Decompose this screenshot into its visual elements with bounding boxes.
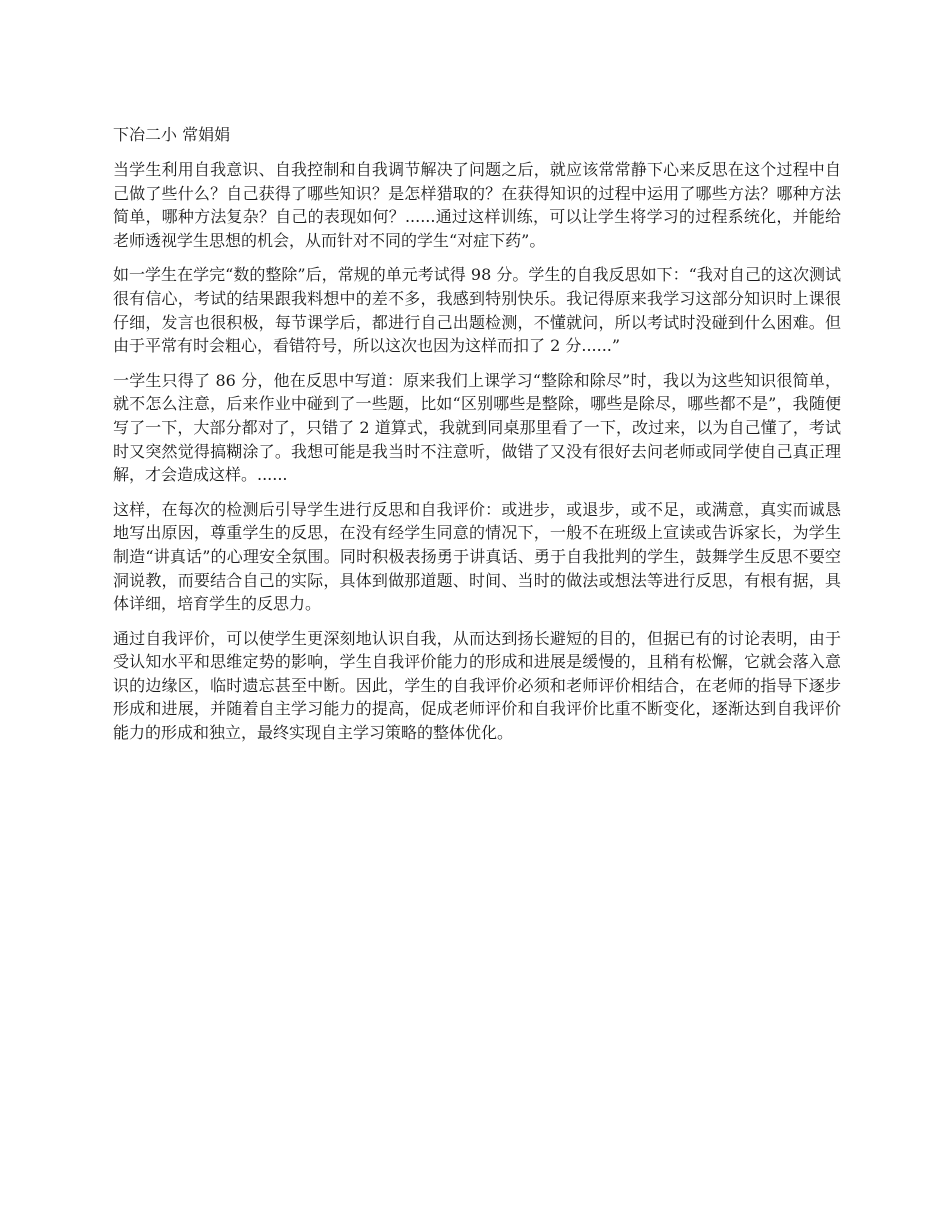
document-page bbox=[113, 122, 841, 756]
paragraph-3: 一学生只得了 86 分，他在反思中写道：原来我们上课学习“整除和除尽”时，我以为这些知识很简单，就不怎么注意，后来作业中碰到了一些题，比如“区别哪些是整除，哪些是除尽，哪些都不是”，我随便写了一下，大部分都对了，只错了 2 道算式，我就到同桌那里看了一下，改过来，以为自己懂了，考试时又突然觉得搞糊涂了。我想可能是我当时不注意听，做错了又没有很好去问老师或同学使自己真正理解，才会造成这样。...... bbox=[113, 370, 841, 485]
paragraph-1: 当学生利用自我意识、自我控制和自我调节解决了问题之后，就应该常常静下心来反思在这个过程中自己做了些什么？自己获得了哪些知识？是怎样猎取的？在获得知识的过程中运用了哪些方法？哪种方法简单，哪种方法复杂？自己的表现如何？......通过这样训练，可以让学生将学习的过程系统化，并能给老师透视学生思想的机会，从而针对不同的学生“对症下药”。 bbox=[113, 160, 841, 250]
paragraph-5: 通过自我评价，可以使学生更深刻地认识自我，从而达到扬长避短的目的，但据已有的讨论表明，由于受认知水平和思维定势的影响，学生自我评价能力的形成和进展是缓慢的，且稍有松懈，它就会落入意识的边缘区，临时遗忘甚至中断。因此，学生的自我评价必须和老师评价相结合，在老师的指导下逐步形成和进展，并随着自主学习能力的提高，促成老师评价和自我评价比重不断变化，逐渐达到自我评价能力的形成和独立，最终实现自主学习策略的整体优化。 bbox=[113, 628, 841, 743]
paragraph-2: 如一学生在学完“数的整除”后，常规的单元考试得 98 分。学生的自我反思如下：“我对自己的这次测试很有信心，考试的结果跟我料想中的差不多，我感到特别快乐。我记得原来我学习这部分知识时上课很仔细，发言也很积极，每节课学后，都进行自己出题检测，不懂就问，所以考试时没碰到什么困难。但由于平常有时会粗心，看错符号，所以这次也因为这样而扣了 2 分......” bbox=[113, 265, 841, 356]
author-line: 下冶二小 常娟娟 bbox=[113, 125, 231, 144]
paragraph-4: 这样，在每次的检测后引导学生进行反思和自我评价：或进步，或退步，或不足，或满意，真实而诚恳地写出原因，尊重学生的反思，在没有经学生同意的情况下，一般不在班级上宣读或告诉家长，为学生制造“讲真话”的心理安全氛围。同时积极表扬勇于讲真话、勇于自我批判的学生，鼓舞学生反思不要空洞说教，而要结合自己的实际，具体到做那道题、时间、当时的做法或想法等进行反思，有根有据，具体详细，培育学生的反思力。 bbox=[113, 499, 841, 614]
